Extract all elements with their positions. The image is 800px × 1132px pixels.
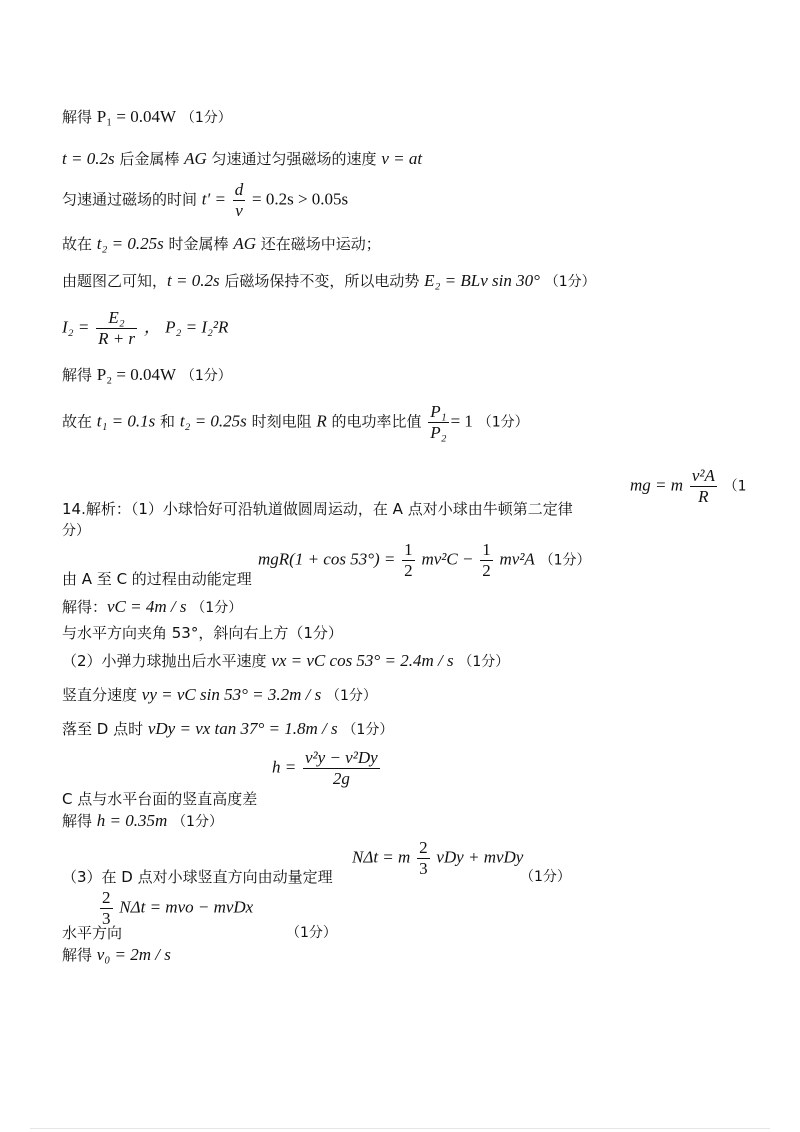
score-mark: （1分） xyxy=(458,654,510,670)
text: 后磁场保持不变，所以电动势 xyxy=(219,272,425,290)
formula: vx = vC cos 53° = 2.4m / s xyxy=(271,651,454,670)
answer-line-velocity xyxy=(62,148,422,169)
formula-height xyxy=(272,748,382,788)
text: 水平方向 xyxy=(62,924,123,942)
formula: t₂ = 0.25s xyxy=(179,411,247,431)
formula: P₁ = 0.04W xyxy=(96,107,177,126)
text: 的电功率比值 xyxy=(326,412,427,431)
formula: P₂ = 0.04W xyxy=(96,365,177,384)
score-mark: （1分） xyxy=(191,600,243,616)
text: 时刻电阻 xyxy=(246,412,317,431)
fraction: $\frac{1}{2}$ xyxy=(404,540,413,580)
formula: mgR(1 + cos 53°) = xyxy=(258,549,396,569)
answer-line-v0 xyxy=(62,944,171,965)
formula: mg = m xyxy=(630,475,684,495)
text: 故在 xyxy=(62,235,97,253)
formula: t₁ = 0.1s xyxy=(96,411,156,431)
energy-label xyxy=(62,568,252,589)
score-mark-wrap xyxy=(62,520,90,540)
text: 解得 xyxy=(62,108,97,126)
score-mark: （1分） xyxy=(286,925,337,941)
formula-newton xyxy=(630,466,747,506)
answer-line-h xyxy=(62,810,223,831)
answer-line-emf xyxy=(62,270,596,291)
score-mark: （1分） xyxy=(477,414,529,431)
fraction: $\frac{2}{3}$ xyxy=(102,888,111,928)
score-mark: （1分） xyxy=(172,814,223,830)
formula: = 0.2s > 0.05s xyxy=(252,189,349,209)
answer-line-vc xyxy=(62,596,242,617)
text: 解得： xyxy=(62,598,108,616)
text: 还在磁场中运动； xyxy=(255,235,381,253)
answer-line-vy xyxy=(62,684,377,705)
score-mark: （1分） xyxy=(325,688,377,704)
formula: NΔt = m xyxy=(352,847,411,867)
answer-line-vx xyxy=(62,650,509,671)
text: 由题图乙可知， xyxy=(62,272,168,290)
answer-line-still-in-field xyxy=(62,233,381,254)
text: 和 xyxy=(155,412,180,431)
formula: vDy = vx tan 37° = 1.8m / s xyxy=(147,719,338,738)
height-label xyxy=(62,788,257,809)
horizontal-label xyxy=(62,922,122,943)
score-mark: （1分） xyxy=(539,552,591,569)
answer-line-vdy xyxy=(62,718,393,739)
score-mark: 分） xyxy=(62,523,90,539)
score-mark-wrap xyxy=(520,866,571,886)
text: 解得 xyxy=(62,812,97,830)
formula: ， P₂ = I₂²R xyxy=(143,317,229,337)
formula: t₂ = 0.25s xyxy=(96,234,164,253)
fraction: $\frac{\text{E₂}}{R + r}$ xyxy=(98,308,136,348)
formula-energy xyxy=(258,540,591,580)
answer-line-direction xyxy=(62,622,343,643)
formula-momentum-vertical xyxy=(352,838,523,878)
text: 由 A 至 C 的过程由动能定理 xyxy=(62,570,252,588)
page-edge xyxy=(30,1128,770,1129)
fraction: $\frac{\text{v²y − v²Dy}}{2g}$ xyxy=(305,748,378,788)
formula: mv²C − xyxy=(421,549,474,569)
answer-line-time xyxy=(62,180,348,220)
formula: h = 0.35m xyxy=(96,811,168,830)
fraction: $\frac{d}{v}$ xyxy=(234,180,244,220)
text: 与水平方向夹角 53°，斜向右上方（1分） xyxy=(62,624,343,642)
text: 解得 xyxy=(62,366,97,384)
formula: v = at xyxy=(381,149,423,168)
formula: h = xyxy=(272,757,297,777)
formula: E₂ = BLv sin 30° xyxy=(424,271,540,290)
fraction: $\frac{2}{3}$ xyxy=(419,838,428,878)
text: 匀速通过磁场的时间 xyxy=(62,190,202,209)
score-mark: （1分） xyxy=(180,110,232,126)
score-mark: （1分） xyxy=(180,368,232,384)
formula: t = 0.2s xyxy=(167,271,220,290)
text: 14.解析：（1）小球恰好可沿轨道做圆周运动，在 A 点对小球由牛顿第二定律 xyxy=(62,500,573,518)
text: （2）小弹力球抛出后水平速度 xyxy=(62,652,272,670)
fraction: $\frac{1}{2}$ xyxy=(482,540,491,580)
fraction: $\frac{\text{P₁}}{\text{P₂}}$ xyxy=(430,402,447,442)
answer-line-p2 xyxy=(62,364,232,385)
formula: vDy + mvDy xyxy=(436,847,524,867)
formula: t′ = xyxy=(201,189,226,209)
answer-line-current-power xyxy=(62,308,228,348)
fraction: $\frac{\text{v²A}}{R}$ xyxy=(691,466,715,506)
text: 时金属棒 xyxy=(163,235,234,253)
formula: NΔt = mvo − mvDx xyxy=(119,897,254,917)
text: 故在 xyxy=(62,412,97,431)
text: 竖直分速度 xyxy=(62,686,142,704)
formula: vy = vC sin 53° = 3.2m / s xyxy=(141,685,322,704)
text: 匀速通过匀强磁场的速度 xyxy=(206,150,382,168)
formula: mv²A xyxy=(499,549,535,569)
score-mark: （1 xyxy=(723,478,747,495)
formula: t = 0.2s xyxy=(62,149,115,168)
answer-line-p1 xyxy=(62,106,232,127)
formula: = 1 xyxy=(450,411,473,431)
formula: AG xyxy=(184,149,207,168)
formula: R xyxy=(316,411,327,431)
text: （3）在 D 点对小球竖直方向由动量定理 xyxy=(62,868,333,886)
answer-line-ratio xyxy=(62,402,529,442)
text: 落至 D 点时 xyxy=(62,720,148,738)
text: 解得 xyxy=(62,946,97,964)
score-mark-wrap xyxy=(286,922,337,942)
formula: I₂ = xyxy=(62,317,90,337)
formula: v₀ = 2m / s xyxy=(96,945,171,964)
score-mark: （1分） xyxy=(544,274,596,290)
text: 后金属棒 xyxy=(114,150,185,168)
text: C 点与水平台面的竖直高度差 xyxy=(62,790,258,808)
formula: vC = 4m / s xyxy=(107,597,187,616)
momentum-label xyxy=(62,866,333,887)
score-mark: （1分） xyxy=(342,722,394,738)
score-mark: （1分） xyxy=(520,869,571,885)
problem-14-intro xyxy=(62,498,573,519)
formula: AG xyxy=(233,234,256,253)
